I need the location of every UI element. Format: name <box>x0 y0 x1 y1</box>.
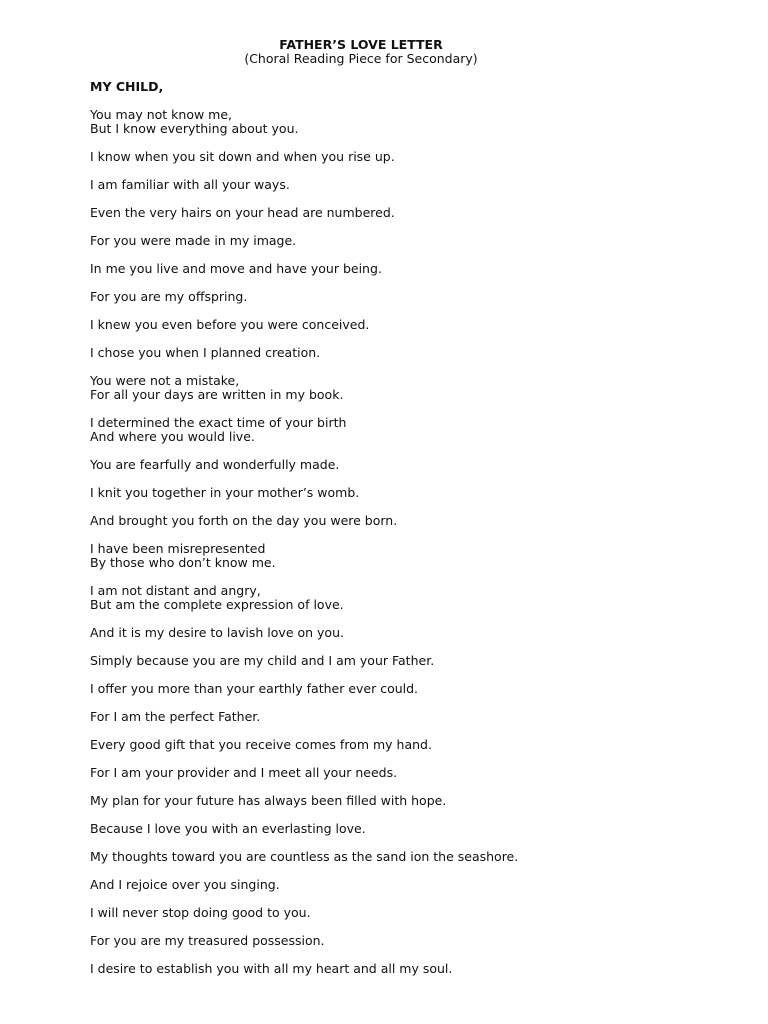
stanza-line: For I am the perfect Father. <box>90 709 261 724</box>
stanza-line: In me you live and move and have your being. <box>90 261 382 276</box>
stanza-line: For I am your provider and I meet all your needs. <box>90 765 398 780</box>
stanza <box>90 374 710 402</box>
stanza <box>90 794 710 808</box>
stanza <box>90 934 710 948</box>
salutation: MY CHILD, <box>90 79 164 94</box>
stanza-line: Even the very hairs on your head are numbered. <box>90 205 395 220</box>
stanza-line: I determined the exact time of your birth <box>90 415 347 430</box>
stanza <box>90 822 710 836</box>
stanza-line: By those who don’t know me. <box>90 555 276 570</box>
stanza <box>90 346 710 360</box>
document-subtitle: (Choral Reading Piece for Secondary) <box>244 51 478 66</box>
stanza-line: You may not know me, <box>90 107 233 122</box>
stanza-line: My thoughts toward you are countless as the sand ion the seashore. <box>90 849 519 864</box>
stanza <box>90 514 710 528</box>
stanza <box>90 738 710 752</box>
stanza <box>90 108 710 136</box>
stanza <box>90 766 710 780</box>
stanza-line: Simply because you are my child and I am your Father. <box>90 653 435 668</box>
stanza-line: I knit you together in your mother’s womb. <box>90 485 360 500</box>
stanza-line: But am the complete expression of love. <box>90 597 344 612</box>
stanza-line: For you were made in my image. <box>90 233 297 248</box>
stanza-line: I offer you more than your earthly father ever could. <box>90 681 419 696</box>
stanza <box>90 962 710 976</box>
stanza <box>90 542 710 570</box>
stanza <box>90 486 710 500</box>
stanza <box>90 682 710 696</box>
stanza <box>90 150 710 164</box>
stanza-line: And where you would live. <box>90 429 255 444</box>
stanza <box>90 906 710 920</box>
stanza-line: And brought you forth on the day you were born. <box>90 513 398 528</box>
stanza-line: I know when you sit down and when you rise up. <box>90 149 395 164</box>
stanza-line: For you are my treasured possession. <box>90 933 325 948</box>
stanza <box>90 458 710 472</box>
stanza-line: You are fearfully and wonderfully made. <box>90 457 340 472</box>
stanza <box>90 262 710 276</box>
stanza-line: Every good gift that you receive comes from my hand. <box>90 737 432 752</box>
stanza-line: I have been misrepresented <box>90 541 266 556</box>
stanza <box>90 318 710 332</box>
stanza-line: I am familiar with all your ways. <box>90 177 290 192</box>
stanza-line: I knew you even before you were conceived. <box>90 317 370 332</box>
stanza <box>90 626 710 640</box>
stanza-line: And I rejoice over you singing. <box>90 877 280 892</box>
stanza <box>90 710 710 724</box>
stanza-line: You were not a mistake, <box>90 373 240 388</box>
stanza-line: But I know everything about you. <box>90 121 299 136</box>
stanza-line: I will never stop doing good to you. <box>90 905 311 920</box>
stanza <box>90 654 710 668</box>
document-title: FATHER’S LOVE LETTER <box>279 37 443 52</box>
stanza-line: Because I love you with an everlasting love. <box>90 821 366 836</box>
stanza <box>90 290 710 304</box>
stanza-line: For all your days are written in my book. <box>90 387 344 402</box>
stanza-line: I desire to establish you with all my heart and all my soul. <box>90 961 453 976</box>
stanza-line: My plan for your future has always been filled with hope. <box>90 793 447 808</box>
stanza <box>90 850 710 864</box>
stanza <box>90 206 710 220</box>
stanza-line: For you are my offspring. <box>90 289 248 304</box>
stanza <box>90 178 710 192</box>
stanza-line: I am not distant and angry, <box>90 583 261 598</box>
stanza <box>90 878 710 892</box>
stanza-line: I chose you when I planned creation. <box>90 345 321 360</box>
stanza <box>90 584 710 612</box>
stanza-line: And it is my desire to lavish love on you. <box>90 625 344 640</box>
stanza <box>90 416 710 444</box>
stanza <box>90 234 710 248</box>
letter-body <box>90 108 710 990</box>
